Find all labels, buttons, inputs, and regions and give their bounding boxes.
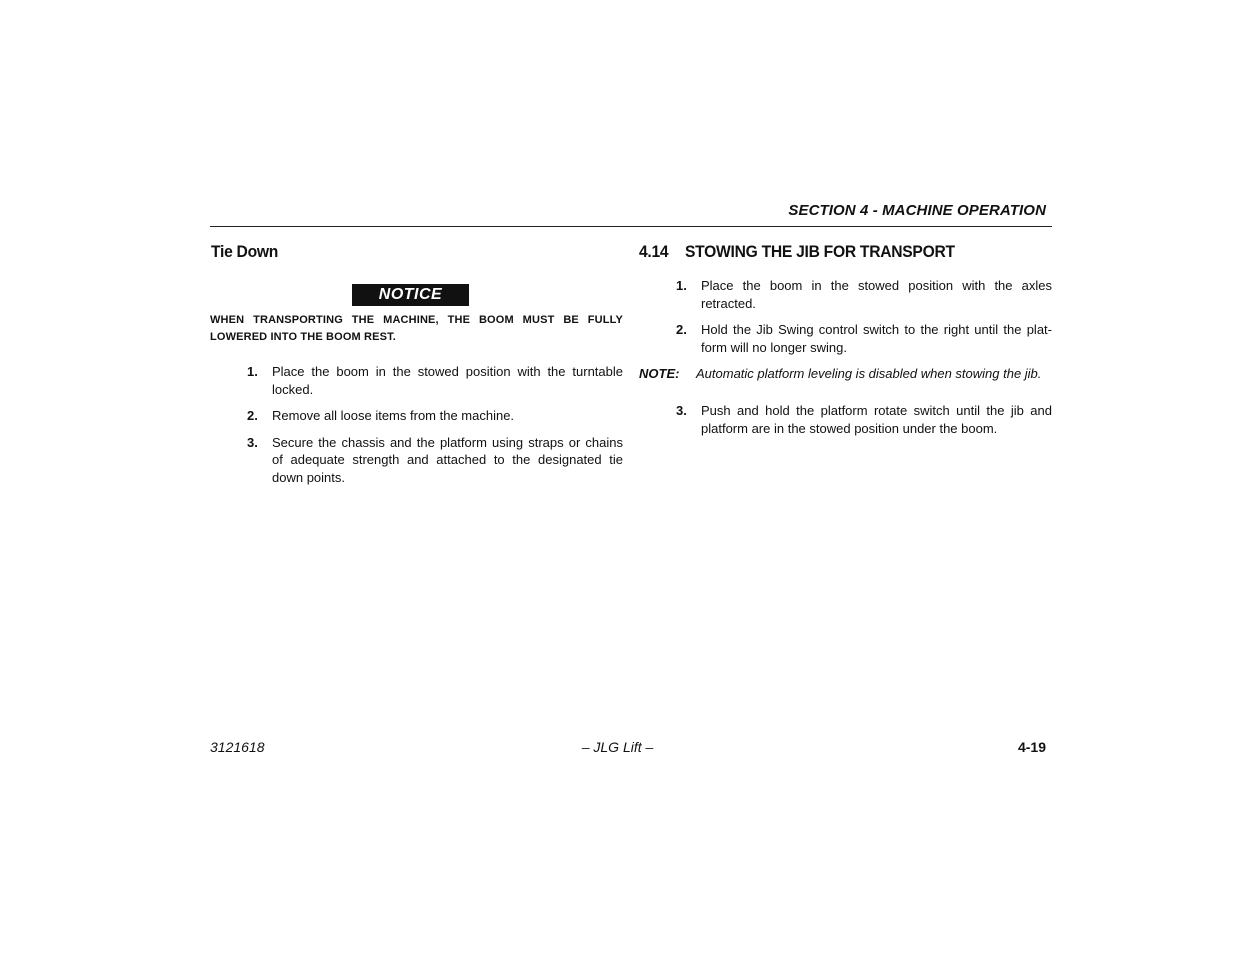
stowing-steps-continued xyxy=(639,402,1052,437)
right-column xyxy=(639,240,1052,446)
page-number: 4-19 xyxy=(1017,739,1046,755)
list-item xyxy=(676,321,1052,356)
section-header: SECTION 4 - MACHINE OPERATION xyxy=(788,202,1046,219)
tie-down-heading: Tie Down xyxy=(211,242,279,261)
left-column xyxy=(210,240,623,495)
list-item xyxy=(247,407,623,425)
section-title: STOWING THE JIB FOR TRANSPORT xyxy=(685,242,955,261)
notice-badge: NOTICE xyxy=(352,284,469,306)
step-number: 1. xyxy=(676,278,687,293)
step-text: Secure the chassis and the platform using straps or chains of adequate strength and attached to the designated tie down points. xyxy=(272,434,623,485)
section-number: 4.14 xyxy=(639,242,669,261)
note-label: NOTE: xyxy=(639,366,680,381)
list-item xyxy=(247,434,623,487)
tie-down-steps xyxy=(210,363,623,486)
step-text: Hold the Jib Swing control switch to the right until the plat-form will no longer swing. xyxy=(701,322,1052,355)
step-text: Remove all loose items from the machine. xyxy=(272,408,515,423)
stowing-steps xyxy=(639,277,1052,356)
footer-brand: – JLG Lift – xyxy=(581,739,654,755)
step-text: Push and hold the platform rotate switch until the jib and platform are in the stowed position under the boom. xyxy=(701,403,1052,436)
list-item xyxy=(247,363,623,398)
doc-number: 3121618 xyxy=(210,739,265,755)
step-number: 3. xyxy=(247,434,258,450)
step-number: 2. xyxy=(676,322,687,337)
note-text: Automatic platform leveling is disabled when stowing the jib. xyxy=(696,366,1042,381)
list-item xyxy=(676,402,1052,437)
notice-text: WHEN TRANSPORTING THE MACHINE, THE BOOM MUST BE FULLY LOWERED INTO THE BOOM REST. xyxy=(210,314,623,343)
header-rule xyxy=(210,226,1052,227)
stowing-jib-heading xyxy=(639,240,1019,264)
step-number: 1. xyxy=(247,364,258,379)
list-item xyxy=(676,277,1052,312)
step-text: Place the boom in the stowed position with the turntable locked. xyxy=(272,364,623,397)
step-number: 3. xyxy=(676,403,687,418)
notice-box xyxy=(210,284,623,306)
note xyxy=(639,365,1052,382)
step-number: 2. xyxy=(247,408,258,423)
step-text: Place the boom in the stowed position with the axles retracted. xyxy=(701,278,1052,311)
